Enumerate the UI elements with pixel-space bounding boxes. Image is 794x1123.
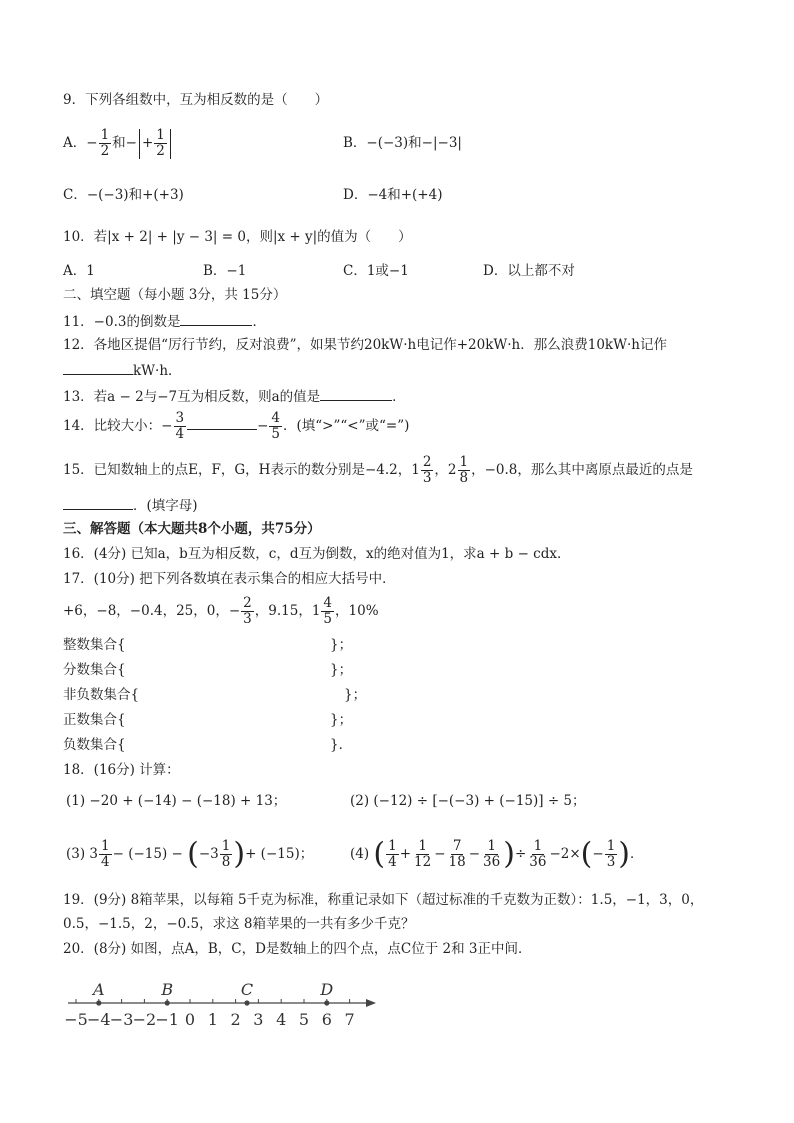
tick-label: −3 [109,1010,134,1029]
point-label-d: D [320,980,334,999]
point-d [324,1000,329,1005]
set-label: 整数集合{ [63,637,126,653]
q13-text: 13．若a − 2与−7互为相反数，则a的值是 [63,389,321,405]
axis-arrow [366,999,376,1007]
q16: 16．(4分) 已知a，b互为相反数，c，d互为倒数，x的绝对值为1，求a + b − cdx． [63,546,571,562]
set-label: 非负数集合{ [63,687,140,703]
q9-a-minus: − [86,135,98,151]
tick-label: 4 [276,1010,287,1029]
q11-text: 11．−0.3的倒数是 [63,314,181,330]
q10-option-a[interactable]: A．1 [63,263,95,279]
p4-mul: −2× [549,846,581,862]
section-3-heading: 三、解答题（本大题共8个小题，共75分） [63,521,321,537]
q14-frac1: $\frac{3}{4}$ [175,410,185,442]
q9-a-inner: + [141,135,154,151]
q18-part2: (2) (−12) ÷ [−(−3) + (−15)] ÷ 5； [350,793,586,809]
q19-line2: 0.5，−1.5，2，−0.5，求这 8箱苹果的一共有多少千克？ [63,916,415,932]
q19-line1: 19．(9分) 8箱苹果，以每箱 5千克为标准，称重记录如下（超过标准的千克数为正数）：1.5，−1，3，0， [63,892,704,908]
q15-hint: ．(填字母) [133,498,198,514]
q13 [63,386,406,406]
p4-end: ． [630,846,644,862]
p4-div: ÷ [514,846,527,862]
section-2-heading: 二、填空题（每小题 3分，共 15分） [63,287,287,303]
tick-label: 1 [207,1010,218,1029]
q14-answer-blank[interactable] [187,415,257,430]
p4-frac-c: $\frac{7}{18}$ [448,838,466,870]
q14 [63,408,409,444]
q20-stem: 20．(8分) 如图，点A，B，C，D是数轴上的四个点，点C位于 2和 3正中间． [63,941,532,957]
q11-end: ． [252,314,266,330]
p3-pre: (3) 3 [66,846,99,862]
q17-nums-b: ，9.15，1 [254,603,321,619]
q17-numbers [63,593,379,629]
q15-frac1: $\frac{2}{3}$ [422,454,432,486]
q12-line1: 12．各地区提倡“厉行节约，反对浪费”，如果节约20kW·h电记作+20kW·h．那么浪费10kW·h记作 [63,337,667,353]
point-a [96,1000,101,1005]
q12-answer-blank[interactable] [63,360,133,375]
p3-mid: − (−15) − [112,846,188,862]
tick-label: −1 [155,1010,179,1029]
p4-frac-g: $\frac{1}{3}$ [606,838,616,870]
q9-a-label: A． [63,135,87,151]
q9-a-frac2: $\frac{1}{2}$ [156,127,165,159]
p4-frac-b: $\frac{1}{12}$ [414,838,432,870]
q10-stem: 10．若|x + 2| + |y − 3| = 0，则|x + y|的值为（ ） [63,229,412,245]
q10-option-d[interactable]: D．以上都不对 [483,263,575,279]
q18-stem: 18．(16分) 计算： [63,762,180,778]
q9-a-mid: 和− [112,135,137,151]
p4-pre: (4) [350,846,370,862]
q9-a-frac1: $\frac{1}{2}$ [100,127,110,159]
p3-frac-a: $\frac{1}{4}$ [101,838,110,870]
q14-frac2: $\frac{4}{5}$ [271,410,280,442]
q15-line2 [63,495,198,515]
q15-post: ，−0.8，那么其中离原点最近的点是 [471,462,693,478]
q10-option-b[interactable]: B．−1 [203,263,247,279]
point-label-b: B [161,980,174,999]
p4-frac-a: $\frac{1}{4}$ [388,838,397,870]
point-label-c: C [240,980,254,999]
q10-option-c[interactable]: C．1或−1 [343,263,409,279]
p4-frac-e: $\frac{1}{36}$ [529,838,547,870]
q17-set-integers-end: }； [330,637,353,653]
q14-hint: ．(填“>”“<”或“=”) [283,418,410,434]
q15-answer-blank[interactable] [63,495,133,510]
q18-part4: (4) ( $\frac{1}{4}$ + $\frac{1}{12}$ − $\frac{7}{18}$ − $\frac{1}{36}$ )÷ $\frac{1}{36}$ −2×(− $\frac{1}{3}$ )． [350,836,644,872]
q17-set-positive[interactable] [63,711,126,729]
q15-mid: ，2 [434,462,457,478]
q17-stem: 17．(10分) 把下列各数填在表示集合的相应大括号中． [63,571,396,587]
q12-line2 [63,360,182,380]
q17-frac2: $\frac{4}{5}$ [323,595,333,627]
q11 [63,311,266,331]
set-label: 分数集合{ [63,662,126,678]
set-label: 负数集合{ [63,737,126,753]
q13-answer-blank[interactable] [320,386,392,401]
q17-set-integers[interactable] [63,636,126,654]
q17-set-fractions[interactable] [63,661,126,679]
q17-frac1: $\frac{2}{3}$ [243,595,252,627]
q13-end: ． [392,389,406,405]
q14-minus: − [257,418,269,434]
tick-label: 2 [230,1010,241,1029]
tick-label: 0 [184,1010,196,1029]
tick-label: −4 [87,1010,111,1029]
q15-text: 15．已知数轴上的点E，F，G，H表示的数分别是−4.2，1 [63,462,420,478]
q12-unit: kW·h． [133,363,182,379]
q18-part3: (3) 3 $\frac{1}{4}$ − (−15) − (−3 $\frac{1}{8}$ )+ (−15)； [66,836,314,872]
q9-option-c[interactable]: C．−(−3)和+(+3) [63,187,184,203]
q17-set-positive-end: }； [330,712,353,728]
tick-label: −5 [64,1010,88,1029]
p3-post: + (−15)； [245,846,314,862]
q15-line1 [63,452,693,488]
q17-set-negative-end: }． [330,737,353,753]
q11-answer-blank[interactable] [180,311,252,326]
q15-frac2: $\frac{1}{8}$ [459,454,469,486]
tick-label: 5 [298,1010,310,1029]
q18-part1: (1) −20 + (−14) − (−18) + 13； [66,793,287,809]
point-label-a: A [93,980,105,999]
set-label: 正数集合{ [63,712,126,728]
q17-nums-a: +6，−8，−0.4，25，0，− [63,603,241,619]
q9-option-d[interactable]: D．−4和+(+4) [343,187,443,203]
q17-set-nonnegative-end: }； [344,687,367,703]
q17-set-negative[interactable] [63,736,126,754]
q14-text: 14．比较大小：− [63,418,173,434]
tick-label: 3 [253,1010,264,1029]
point-b [165,1000,170,1005]
q9-stem: 9．下列各组数中，互为相反数的是（ ） [63,92,329,108]
q9-option-b[interactable]: B．−(−3)和−|−3| [343,135,462,151]
number-line-figure [60,975,390,1035]
p3-frac-b: $\frac{1}{8}$ [221,838,231,870]
q17-set-fractions-end: }； [330,662,353,678]
point-c [244,1000,249,1005]
p4-frac-d: $\frac{1}{36}$ [483,838,501,870]
q17-nums-c: ，10% [335,603,379,619]
q17-set-nonnegative[interactable] [63,686,139,704]
tick-label: −2 [132,1010,157,1029]
q9-option-a[interactable] [63,128,173,159]
tick-label: 6 [321,1010,332,1029]
tick-label: 7 [344,1010,355,1029]
p3-inner: −3 [198,846,219,862]
